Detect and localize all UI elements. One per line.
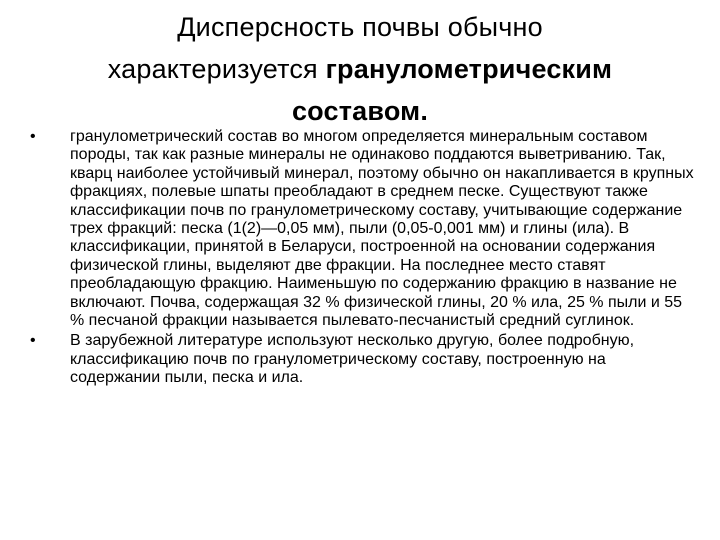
title-line-1: Дисперсность почвы обычно	[177, 12, 543, 42]
bullet-text-2: В зарубежной литературе используют несколько другую, более подробную, классификацию почв по гранулометрическому составу, построенную на содержании пыли, песка и ила.	[70, 332, 635, 387]
bullet-text-1: гранулометрический состав во многом определяется минеральным составом породы, так как разные минералы не одинаково поддаются выветриванию. Так, кварц наиболее устойчивый минерал, поэтому обычно он накапливается в крупных фракциях, полевые шпаты преобладают в среднем песке. Существуют также классификации почв по гранулометрическому составу, учитывающие содержание трех фракций: песка (1(2)—0,05 мм), пыли (0,05-0,001 мм) и глины (ила). В классификации, принятой в Беларуси, построенной на основании содержания физической глины, выделяют две фракции. На последнее место ставят преобладающую фракцию. Наименьшую по содержанию фракцию в название не включают. Почва, содержащая 32 % физической глины, 20 % ила, 25 % пыли и 55 % песчаной фракции называется пылевато-песчанистый средний суглинок.	[70, 128, 694, 330]
bullet-icon: •	[30, 128, 36, 145]
title-line-3-bold: составом.	[291, 96, 429, 126]
title-line-2-prefix: характеризуется	[107, 54, 326, 84]
bullet-item-2	[28, 332, 700, 387]
bullet-item-1	[28, 128, 700, 330]
bullet-icon: •	[30, 332, 36, 350]
slide-title	[40, 6, 680, 132]
bullet-list	[28, 128, 700, 390]
title-line-2-bold: гранулометрическим	[325, 54, 613, 84]
